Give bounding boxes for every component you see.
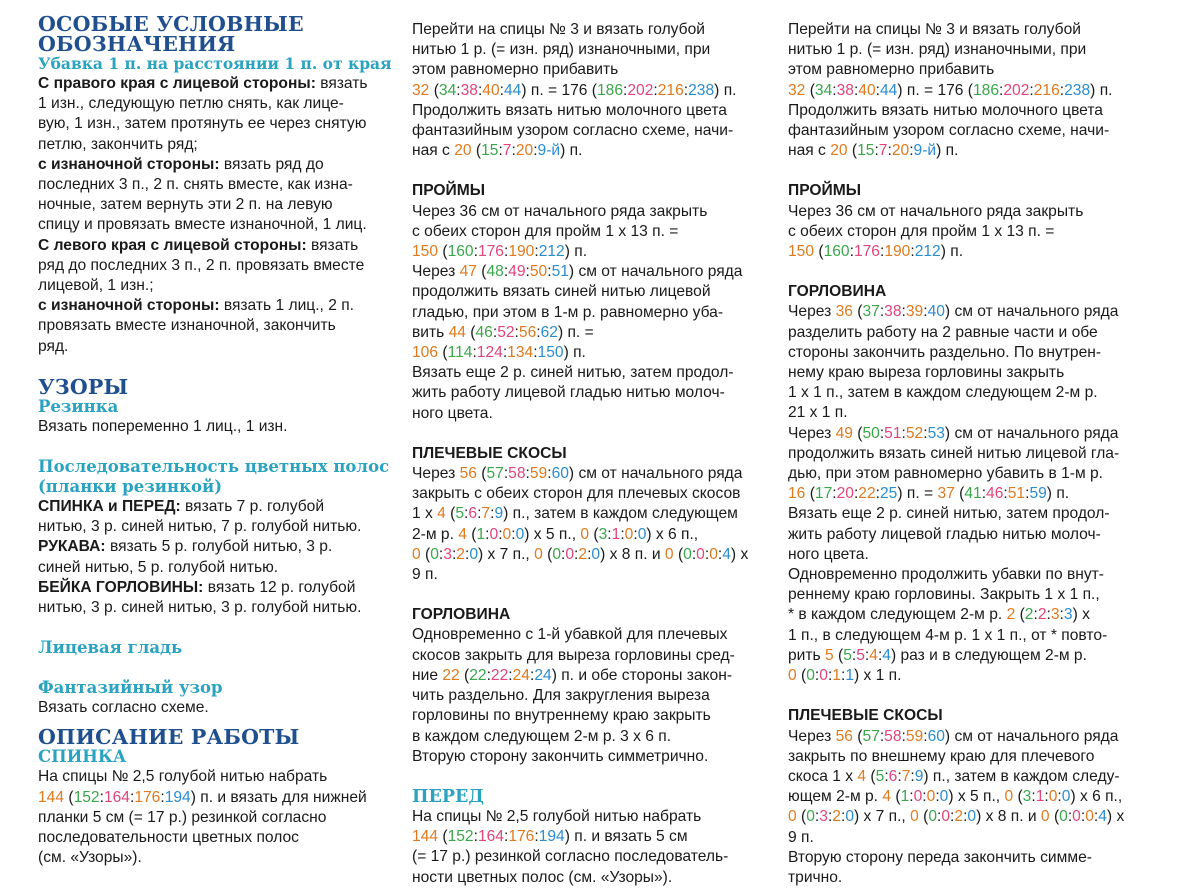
paragraph-line: спицу и провязать вместе изнаночной, 1 лиц. [38,216,367,234]
paragraph-line: фантазийным узором согласно схеме, начи- [788,122,1110,140]
paragraph-line: вить 44 (46:52:56:62) п. = [412,323,594,341]
paragraph-line: ная с 20 (15:7:20:9-й) п. [412,142,583,160]
paragraph-line: лицевой, 1 изн.; [38,277,154,295]
paragraph-line: 144 (152:164:176:194) п. и вязать 5 см [412,828,688,846]
paragraph-line: реннему краю горловины. Закрыть 1 х 1 п., [788,586,1100,604]
paragraph-line: стороны закончить раздельно. По внутрен- [788,343,1102,361]
paragraph-line: с изнаночной стороны: вязать 1 лиц., 2 п. [38,297,355,315]
paragraph-line: РУКАВА: вязать 5 р. голубой нитью, 3 р. [38,538,333,556]
paragraph-line: жить работу лицевой гладью нитью молоч- [788,525,1101,543]
subheading: Убавка 1 п. на расстоянии 1 п. от края [38,54,392,73]
paragraph-line: ние 22 (22:22:24:24) п. и обе стороны закон- [412,666,733,684]
paragraph-line: Одновременно с 1-й убавкой для плечевых [412,626,728,644]
paragraph-line: Через 56 (57:58:59:60) см от начального ряда [788,727,1119,745]
paragraph-line: 32 (34:38:40:44) п. = 176 (186:202:216:238) п. [788,81,1113,99]
paragraph-line: На спицы № 2,5 голубой нитью набрать [38,768,328,786]
subheading: ПЛЕЧЕВЫЕ СКОСЫ [412,444,567,462]
paragraph-line: Вторую сторону закончить симметрично. [412,747,709,765]
subheading: Последовательность цветных полос [38,457,390,477]
paragraph-line: планки 5 см (= 17 р.) резинкой согласно [38,808,327,826]
paragraph-line: 1 изн., следующую петлю снять, как лице- [38,95,344,113]
paragraph-line: 150 (160:176:190:212) п. [788,243,964,261]
paragraph-line: ряд до последних 3 п., 2 п. провязать вместе [38,256,365,274]
paragraph-line: ющем 2-м р. 4 (1:0:0:0) х 5 п., 0 (3:1:0:0) х 6 п., [788,788,1123,806]
paragraph-line: 0 (0:3:2:0) х 7 п., 0 (0:0:2:0) х 8 п. и 0 (0:0:0:4) х [788,808,1125,826]
paragraph-line: Вторую сторону переда закончить симме- [788,848,1092,866]
paragraph-line: Через 56 (57:58:59:60) см от начального ряда [412,465,743,483]
paragraph-line: с обеих сторон для пройм 1 х 13 п. = [412,222,679,240]
paragraph-line: вую, 1 изн., затем протянуть ее через снятую [38,115,367,133]
paragraph-line: Продолжить вязать нитью молочного цвета [788,101,1103,119]
paragraph-line: ная с 20 (15:7:20:9-й) п. [788,142,959,160]
paragraph-line: ночные, затем вернуть эти 2 п. на левую [38,196,333,214]
paragraph-line: с изнаночной стороны: вязать ряд до [38,155,324,173]
paragraph-line: продолжить вязать синей нитью лицевой [412,283,711,301]
paragraph-line: 9 п. [412,566,438,584]
paragraph-line: продолжить вязать синей нитью лицевой гла- [788,444,1120,462]
paragraph-line: нитью, 3 р. синей нитью, 3 р. голубой нитью. [38,599,362,617]
paragraph-line: 144 (152:164:176:194) п. и вязать для нижней [38,788,367,806]
paragraph-line: ряд. [38,337,69,355]
paragraph-line: дью, при этом равномерно убавить в 1-м р. [788,465,1103,483]
paragraph-line: Через 47 (48:49:50:51) см от начального ряда [412,263,743,281]
subheading: ПЕРЕД [412,786,484,807]
paragraph-line: фантазийным узором согласно схеме, начи- [412,122,734,140]
section-title: ОБОЗНАЧЕНИЯ [38,32,236,56]
paragraph-line: (см. «Узоры»). [38,849,142,867]
paragraph-line: гладью, при этом в 1-м р. равномерно уба- [412,303,724,321]
column-1 [38,14,390,868]
paragraph-line: этом равномерно прибавить [788,61,995,79]
paragraph-line: скосов закрыть для выреза горловины сред- [412,646,735,664]
paragraph-line: Через 36 см от начального ряда закрыть [788,202,1084,220]
paragraph-line: СПИНКА и ПЕРЕД: вязать 7 р. голубой [38,498,325,516]
paragraph-line: 2-м р. 4 (1:0:0:0) х 5 п., 0 (3:1:0:0) х 6 п., [412,525,699,543]
paragraph-line: нитью, 3 р. синей нитью, 7 р. голубой нитью. [38,518,362,536]
paragraph-line: последовательности цветных полос [38,829,299,847]
subheading: ГОРЛОВИНА [788,283,887,301]
paragraph-line: провязать вместе изнаночной, закончить [38,317,336,335]
paragraph-line: 21 х 1 п. [788,404,848,422]
paragraph-line: На спицы № 2,5 голубой нитью набрать [412,807,702,825]
paragraph-line: Вязать еще 2 р. синей нитью, затем продол- [412,364,734,382]
paragraph-line: нитью 1 р. (= изн. ряд) изнаночными, при [412,41,711,59]
paragraph-line: с обеих сторон для пройм 1 х 13 п. = [788,222,1055,240]
paragraph-line: Вязать согласно схеме. [38,699,209,717]
paragraph-line: ного цвета. [788,545,869,563]
paragraph-line: Через 36 (37:38:39:40) см от начального ряда [788,303,1119,321]
subheading: ПРОЙМЫ [788,182,861,200]
subheading: (планки резинкой) [38,477,223,497]
paragraph-line: последних 3 п., 2 п. снять вместе, как изна- [38,176,353,194]
subheading: Фантазийный узор [38,678,223,698]
paragraph-line: Перейти на спицы № 3 и вязать голубой [788,21,1081,38]
paragraph-line: (= 17 р.) резинкой согласно последователь- [412,848,729,866]
paragraph-line: Вязать еще 2 р. синей нитью, затем продол- [788,505,1110,523]
paragraph-line: БЕЙКА ГОРЛОВИНЫ: вязать 12 р. голубой [38,578,356,596]
paragraph-line: * в каждом следующем 2-м р. 2 (2:2:3:3) х [788,606,1090,624]
paragraph-line: в каждом следующем 2-м р. 3 х 6 п. [412,727,672,745]
paragraph-line: разделить работу на 2 равные части и обе [788,323,1098,341]
paragraph-line: 16 (17:20:22:25) п. = 37 (41:46:51:59) п. [788,485,1070,503]
paragraph-line: С правого края с лицевой стороны: вязать [38,75,368,92]
paragraph-line: чить раздельно. Для закругления выреза [412,687,710,705]
subheading: Резинка [38,396,119,416]
paragraph-line: закрыть по внешнему краю для плечевого [788,747,1095,765]
paragraph-line: 1 х 4 (5:6:7:9) п., затем в каждом следующем [412,505,738,523]
paragraph-line: ного цвета. [412,404,493,422]
paragraph-line: ности цветных полос (см. «Узоры»). [412,868,673,886]
column-3 [788,20,1150,888]
paragraph-line: 0 (0:3:2:0) х 7 п., 0 (0:0:2:0) х 8 п. и 0 (0:0:0:4) х [412,545,749,563]
paragraph-line: Через 49 (50:51:52:53) см от начального ряда [788,424,1119,442]
subheading: Лицевая гладь [38,638,183,658]
paragraph-line: горловины по внутреннему краю закрыть [412,707,711,725]
paragraph-line: Перейти на спицы № 3 и вязать голубой [412,21,705,38]
paragraph-line: Вязать попеременно 1 лиц., 1 изн. [38,417,288,435]
paragraph-line: жить работу лицевой гладью нитью молоч- [412,384,725,402]
paragraph-line: Продолжить вязать нитью молочного цвета [412,101,727,119]
paragraph-line: С левого края с лицевой стороны: вязать [38,236,359,254]
section-title: ОСОБЫЕ УСЛОВНЫЕ [38,12,304,36]
paragraph-line: 106 (114:124:134:150) п. [412,344,586,362]
paragraph-line: 0 (0:0:1:1) х 1 п. [788,667,902,685]
subheading: ГОРЛОВИНА [412,606,511,624]
section-title: УЗОРЫ [38,374,129,399]
paragraph-line: Одновременно продолжить убавки по внут- [788,566,1104,584]
column-2 [412,20,774,888]
paragraph-line: рить 5 (5:5:4:4) раз и в следующем 2-м р. [788,646,1087,664]
paragraph-line: трично. [788,868,843,886]
subheading: СПИНКА [38,747,127,767]
subheading: ПЛЕЧЕВЫЕ СКОСЫ [788,707,943,725]
paragraph-line: синей нитью, 5 р. голубой нитью. [38,558,279,576]
paragraph-line: Через 36 см от начального ряда закрыть [412,202,708,220]
paragraph-line: 32 (34:38:40:44) п. = 176 (186:202:216:238) п. [412,81,737,99]
section-title: ОПИСАНИЕ РАБОТЫ [38,725,300,750]
paragraph-line: этом равномерно прибавить [412,61,619,79]
paragraph-line: 150 (160:176:190:212) п. [412,243,588,261]
paragraph-line: 1 х 1 п., затем в каждом следующем 2-м р. [788,384,1098,402]
paragraph-line: 1 п., в следующем 4-м р. 1 х 1 п., от * повто- [788,626,1108,644]
paragraph-line: 9 п. [788,828,814,846]
paragraph-line: закрыть с обеих сторон для плечевых скосов [412,485,741,503]
subheading: ПРОЙМЫ [412,182,485,200]
paragraph-line: скоса 1 х 4 (5:6:7:9) п., затем в каждом следу- [788,767,1120,785]
paragraph-line: нему краю выреза горловины закрыть [788,364,1065,382]
paragraph-line: петлю, закончить ряд; [38,135,198,153]
paragraph-line: нитью 1 р. (= изн. ряд) изнаночными, при [788,41,1087,59]
